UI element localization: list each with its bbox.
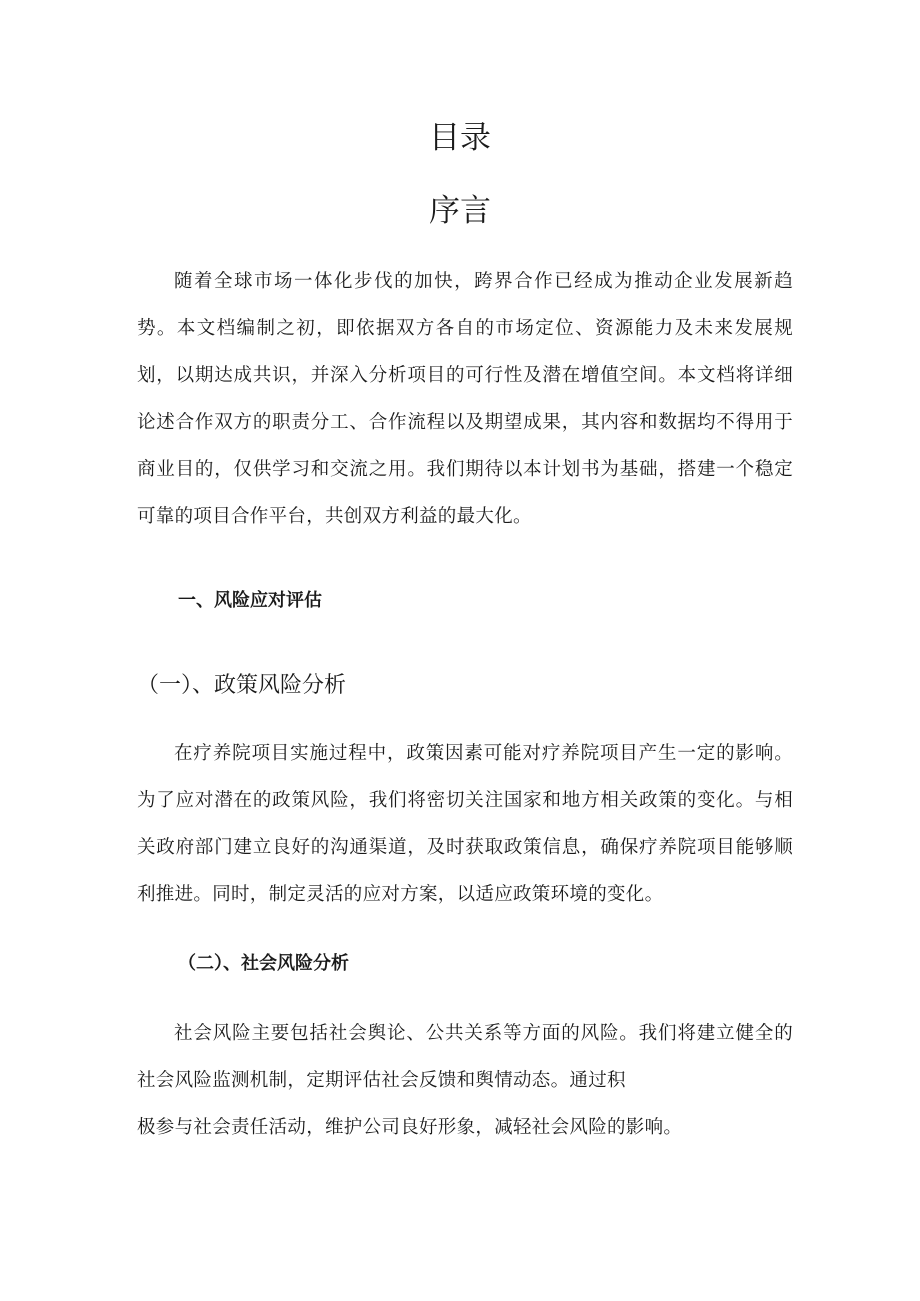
subsection-heading-social-risk: （二）、社会风险分析 — [178, 953, 349, 974]
social-risk-paragraph-continued: 极参与社会责任活动，维护公司良好形象，减轻社会风险的影响。 — [137, 1117, 683, 1138]
social-risk-paragraph: 社会风险主要包括社会舆论、公共关系等方面的风险。我们将建立健全的社会风险监测机制，定期评估社会反馈和舆情动态。通过积 — [137, 1023, 793, 1091]
toc-title: 目录 — [429, 120, 491, 156]
preface-title: 序言 — [429, 193, 491, 229]
policy-risk-paragraph: 在疗养院项目实施过程中，政策因素可能对疗养院项目产生一定的影响。为了应对潜在的政策风险，我们将密切关注国家和地方相关政策的变化。与相关政府部门建立良好的沟通渠道，及时获取政策信息，确保疗养院项目能够顺利推进。同时，制定灵活的应对方案，以适应政策环境的变化。 — [137, 743, 793, 905]
subsection-heading-policy-risk: （一）、政策风险分析 — [137, 673, 347, 698]
preface-paragraph: 随着全球市场一体化步伐的加快，跨界合作已经成为推动企业发展新趋势。本文档编制之初，即依据双方各自的市场定位、资源能力及未来发展规划，以期达成共识，并深入分析项目的可行性及潜在增值空间。本文档将详细论述合作双方的职责分工、合作流程以及期望成果，其内容和数据均不得用于商业目的，仅供学习和交流之用。我们期待以本计划书为基础，搭建一个稳定可靠的项目合作平台，共创双方利益的最大化。 — [137, 271, 793, 527]
section-heading-risk-response: 一、风险应对评估 — [178, 590, 322, 611]
